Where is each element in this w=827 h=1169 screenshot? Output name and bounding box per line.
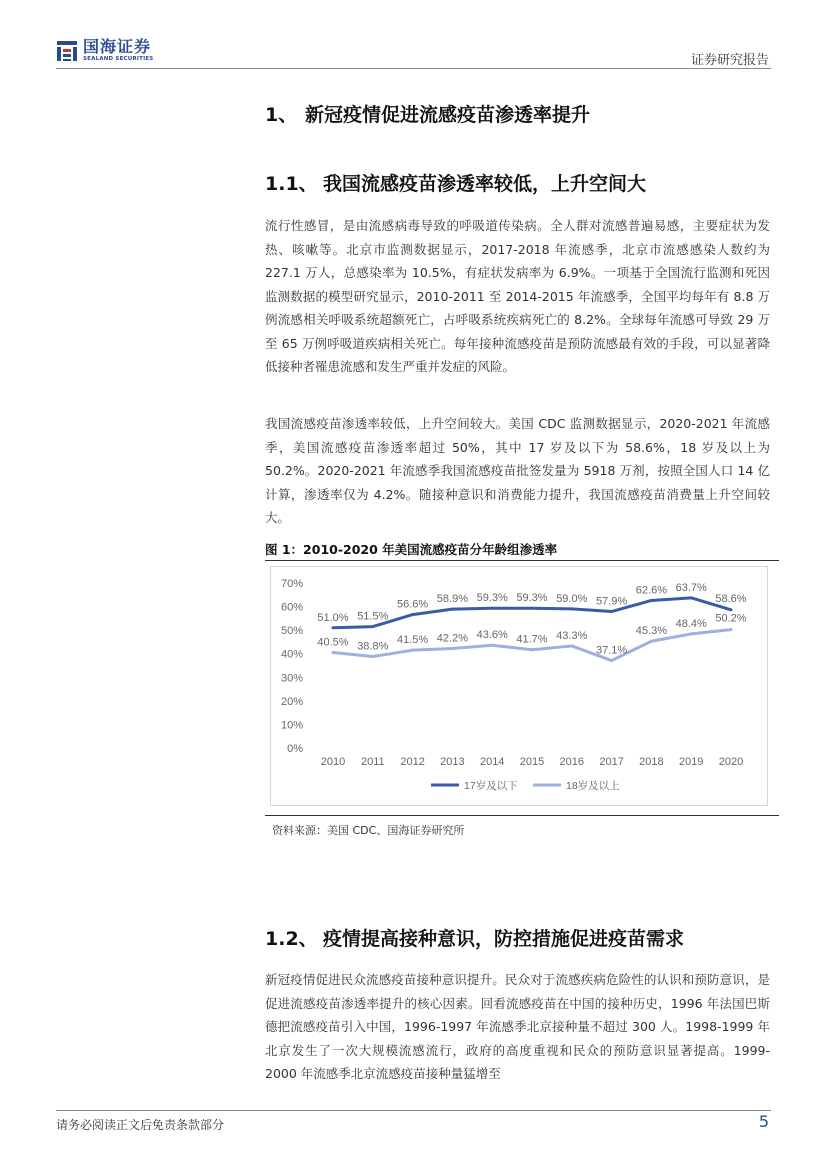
data-label: 59.0%: [556, 592, 588, 605]
x-tick-label: 2013: [440, 756, 465, 768]
legend-label: 17岁及以下: [464, 780, 518, 792]
section-1-heading: [265, 100, 590, 127]
chart-container: [270, 566, 768, 806]
figure-bottom-rule: [265, 815, 779, 816]
paragraph-vaccination-awareness: 新冠疫情促进民众流感疫苗接种意识提升。民众对于流感疾病危险性的认识和预防意识，是促进流感疫苗渗透率提升的核心因素。回看流感疫苗在中国的接种历史，1996 年法国巴斯德把流感疫苗引入中国，1996-1997 年流感季北京接种量不超过 300 人。1998-1999 年北京发生了一次大规模流感流行，政府的高度重视和民众的预防意识显著提高。1999-2000 年流感季北京流感疫苗接种量猛增至: [265, 972, 770, 1081]
data-label: 38.8%: [357, 640, 389, 653]
x-tick-label: 2014: [479, 756, 505, 768]
y-tick-label: 30%: [280, 672, 303, 685]
data-point: [570, 607, 573, 610]
y-tick-label: 60%: [280, 601, 303, 614]
x-tick-label: 2020: [718, 756, 744, 768]
data-label: 42.2%: [436, 632, 469, 645]
data-label: 41.5%: [396, 634, 429, 647]
data-point: [451, 608, 454, 611]
data-point: [411, 613, 414, 616]
data-point: [730, 628, 733, 631]
footer-divider: [56, 1110, 771, 1111]
data-point: [690, 596, 693, 599]
data-label: 41.7%: [516, 633, 548, 646]
data-point: [332, 651, 335, 654]
y-tick-label: 50%: [280, 625, 303, 638]
data-point: [531, 648, 534, 651]
x-tick-label: 2012: [400, 756, 425, 768]
data-label: 59.3%: [476, 592, 508, 605]
data-point: [531, 607, 534, 610]
data-label: 48.4%: [675, 617, 707, 630]
section-1-1-title: 我国流感疫苗渗透率较低，上升空间大: [323, 173, 647, 195]
data-point: [411, 649, 414, 652]
x-tick-label: 2010: [320, 756, 346, 768]
data-point: [610, 659, 613, 662]
data-point: [650, 599, 653, 602]
data-label: 63.7%: [675, 581, 707, 594]
data-label: 59.3%: [516, 592, 548, 605]
sealand-logo-icon: [56, 39, 78, 63]
data-point: [650, 640, 653, 643]
figure-caption: 图 1：2010-2020 年美国流感疫苗分年龄组渗透率: [265, 542, 558, 557]
x-tick-label: 2016: [559, 756, 585, 768]
data-point: [451, 647, 454, 650]
data-label: 51.0%: [317, 611, 349, 624]
x-tick-label: 2018: [639, 756, 664, 768]
y-tick-label: 0%: [287, 743, 303, 755]
data-label: 51.5%: [357, 610, 389, 623]
data-point: [371, 655, 374, 658]
data-point: [570, 644, 573, 647]
section-1-1-number: 1.1、: [265, 173, 318, 195]
y-tick-label: 70%: [280, 578, 303, 590]
penetration-line-chart: [271, 567, 767, 805]
data-label: 37.1%: [595, 644, 628, 657]
section-1-number: 1、: [265, 104, 298, 126]
data-point: [371, 625, 374, 628]
brand-logo: [56, 38, 153, 63]
data-label: 45.3%: [635, 625, 668, 638]
data-label: 43.3%: [556, 629, 588, 642]
y-tick-label: 10%: [280, 719, 303, 732]
y-tick-label: 40%: [280, 648, 303, 661]
data-label: 56.6%: [396, 598, 429, 611]
figure-source: 资料来源：美国 CDC、国海证券研究所: [272, 824, 465, 837]
data-point: [332, 626, 335, 629]
data-label: 43.6%: [476, 629, 508, 642]
logo-english-name: SEALAND SECURITIES: [83, 56, 154, 62]
x-tick-label: 2017: [599, 756, 624, 768]
logo-chinese-name: 国海证券: [83, 37, 152, 56]
data-point: [491, 644, 494, 647]
data-label: 58.9%: [436, 593, 469, 606]
section-1-2-heading: [265, 924, 684, 951]
section-1-2-title: 疫情提高接种意识，防控措施促进疫苗需求: [323, 928, 685, 950]
data-label: 40.5%: [317, 636, 349, 649]
paragraph-vaccine-penetration: 我国流感疫苗渗透率较低，上升空间较大。美国 CDC 监测数据显示，2020-2021 年流感季，美国流感疫苗渗透率超过 50%，其中 17 岁及以下为 58.6%，18 岁及以上为 50.2%。2020-2021 年流感季我国流感疫苗批签发量为 5918 万剂，按照全国人口 14 亿计算，渗透率仅为 4.2%。随接种意识和消费能力提升，我国流感疫苗消费量上升空间较大。: [265, 416, 770, 525]
x-tick-label: 2011: [360, 756, 385, 768]
header-divider: [56, 68, 771, 69]
section-1-1-heading: [265, 169, 646, 196]
data-point: [610, 610, 613, 613]
data-point: [491, 607, 494, 610]
y-tick-label: 20%: [280, 695, 303, 708]
data-label: 57.9%: [595, 595, 628, 608]
legend-label: 18岁及以上: [566, 780, 620, 792]
page-number: 5: [758, 1112, 769, 1131]
data-point: [690, 632, 693, 635]
disclaimer-note: 请务必阅读正文后免责条款部分: [56, 1118, 225, 1132]
x-tick-label: 2015: [519, 756, 545, 768]
data-point: [730, 608, 733, 611]
data-label: 50.2%: [715, 612, 747, 625]
x-tick-label: 2019: [678, 756, 704, 768]
section-1-2-number: 1.2、: [265, 928, 318, 950]
paragraph-influenza-overview: 流行性感冒，是由流感病毒导致的呼吸道传染病。全人群对流感普遍易感，主要症状为发热、咳嗽等。北京市监测数据显示，2017-2018 年流感季，北京市流感感染人数约为 227.1 万人，总感染率为 10.5%，有症状发病率为 6.9%。一项基于全国流行监测和死因监测数据的模型研究显示，2010-2011 至 2014-2015 年流感季，全国平均每年有 8.8 万例流感相关呼吸系统超额死亡，占呼吸系统疾病死亡的 8.2%。全球每年流感可导致 29 万至 65 万例呼吸道疾病相关死亡。每年接种流感疫苗是预防流感最有效的手段，可以显著降低接种者罹患流感和发生严重并发症的风险。: [265, 218, 770, 374]
figure-top-rule: [265, 560, 779, 561]
document-type: 证券研究报告: [690, 53, 769, 68]
data-label: 62.6%: [635, 584, 668, 597]
section-1-title: 新冠疫情促进流感疫苗渗透率提升: [305, 104, 591, 126]
data-label: 58.6%: [715, 592, 747, 605]
